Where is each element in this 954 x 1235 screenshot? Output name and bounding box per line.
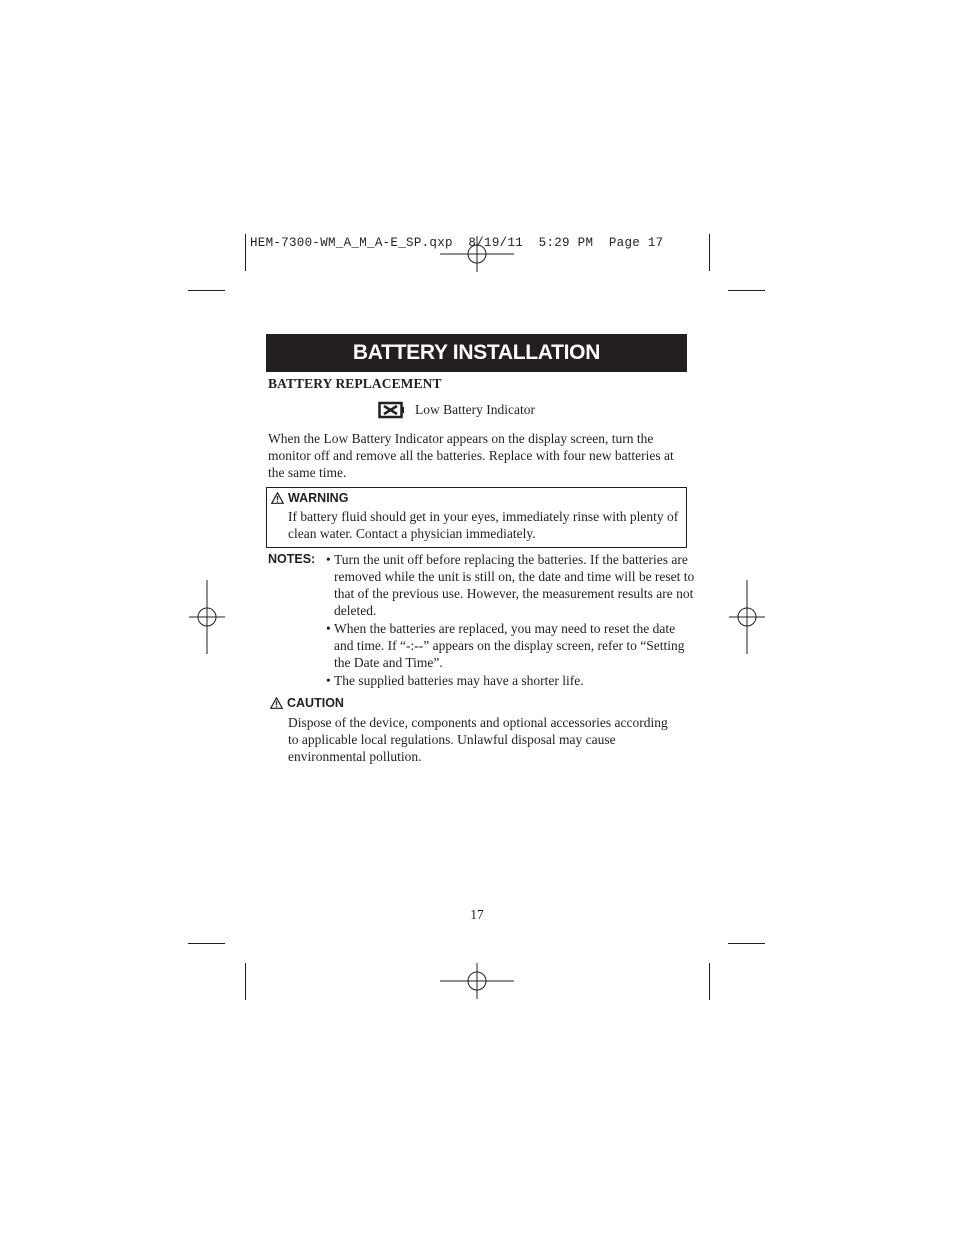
low-battery-indicator [378, 400, 535, 420]
list-item: • When the batteries are replaced, you may need to reset the date and time. If “-:--” appears on the display screen, refer to “Setting the Date and Time”. [326, 621, 685, 670]
note-text: Turn the unit off before replacing the batteries. If the batteries are removed while the unit is still on, the date and time will be reset to that of the previous use. However, the measurement results are not deleted. [334, 552, 695, 618]
crop-mark [188, 943, 225, 944]
caution-text: Dispose of the device, components and optional accessories according to applicable local regulations. Unlawful disposal may cause environmental pollution. [288, 715, 668, 764]
page-title: BATTERY INSTALLATION [266, 334, 687, 372]
warning-heading [271, 491, 348, 505]
list-item: • Turn the unit off before replacing the batteries. If the batteries are removed while the unit is still on, the date and time will be reset to that of the previous use. However, the measurement results are not deleted. [326, 552, 695, 618]
crop-mark [245, 963, 246, 1000]
warning-triangle-icon [270, 697, 283, 709]
warning-triangle-icon [271, 492, 284, 504]
crop-mark [188, 290, 225, 291]
warning-box [266, 487, 687, 548]
crop-mark [728, 290, 765, 291]
registration-mark-icon [440, 963, 514, 999]
notes-label: NOTES: [268, 552, 316, 566]
note-text: The supplied batteries may have a shorter life. [334, 673, 584, 688]
list-item: • The supplied batteries may have a shorter life. [326, 673, 584, 688]
registration-mark-icon [189, 580, 225, 654]
registration-mark-icon [729, 580, 765, 654]
file-slug: HEM-7300-WM_A_M_A-E_SP.qxp 8/19/11 5:29 PM Page 17 [250, 236, 664, 250]
crop-mark [245, 234, 246, 271]
warning-title: WARNING [288, 491, 349, 505]
crop-mark [709, 963, 710, 1000]
intro-paragraph: When the Low Battery Indicator appears on the display screen, turn the monitor off and remove all the batteries. Replace with four new batteries at the same time. [268, 431, 674, 480]
low-battery-icon [378, 400, 405, 420]
indicator-label: Low Battery Indicator [415, 402, 535, 417]
crop-mark [728, 943, 765, 944]
notes-list [326, 551, 696, 690]
caution-title: CAUTION [287, 696, 344, 710]
warning-text: If battery fluid should get in your eyes, immediately rinse with plenty of clean water. Contact a physician immediately. [288, 509, 679, 541]
page-number: 17 [470, 907, 484, 922]
crop-mark [709, 234, 710, 271]
section-heading: BATTERY REPLACEMENT [268, 376, 442, 391]
caution-heading [270, 696, 344, 710]
note-text: When the batteries are replaced, you may need to reset the date and time. If “-:--” appears on the display screen, refer to “Setting the Date and Time”. [334, 621, 685, 670]
